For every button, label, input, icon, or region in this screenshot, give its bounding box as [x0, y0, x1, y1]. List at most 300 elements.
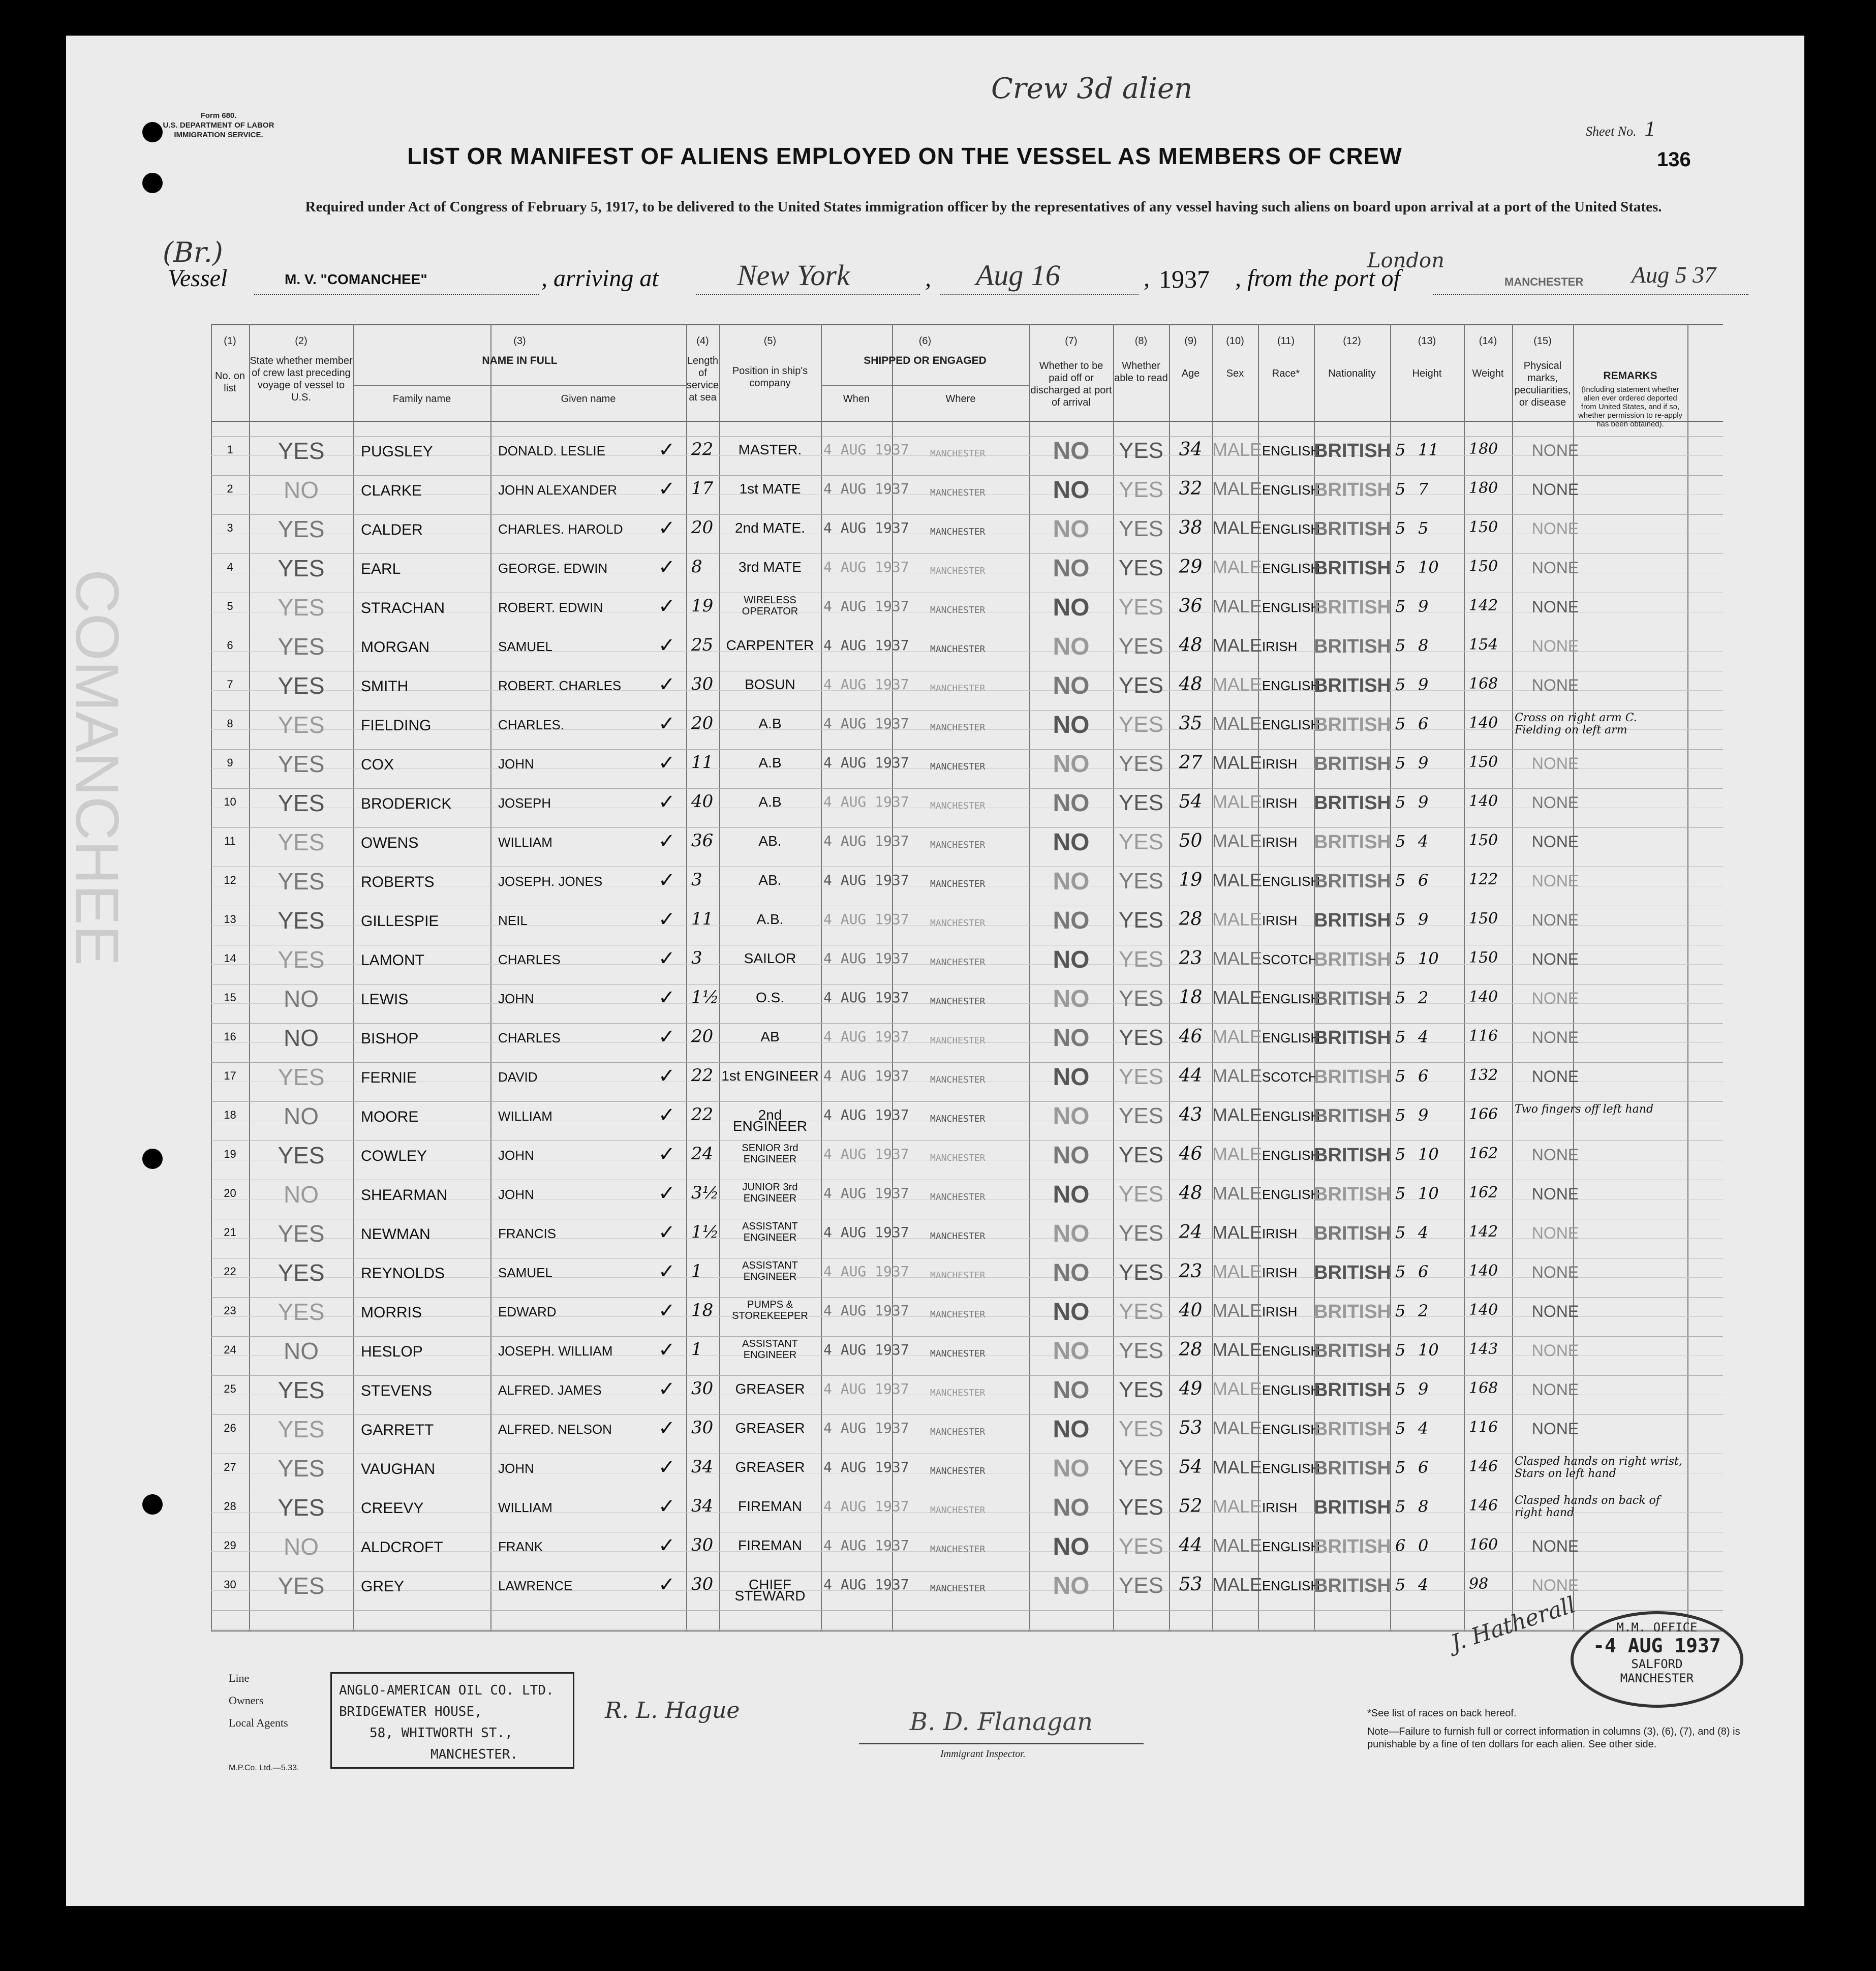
row-position: JUNIOR 3rd ENGINEER: [742, 1182, 798, 1204]
row-position: GREASER: [735, 1420, 805, 1436]
row-physical-marks: NONE: [1531, 754, 1579, 773]
row-physical-marks: NONE: [1531, 1537, 1579, 1555]
row-height-inches: 10: [1418, 1145, 1439, 1164]
row-paid-off: NO: [1053, 1142, 1090, 1169]
row-weight: 162: [1469, 1145, 1498, 1162]
row-position: A.B: [758, 755, 782, 771]
row-height-feet: 5: [1395, 1419, 1406, 1438]
row-paid-off: NO: [1053, 985, 1090, 1012]
column-number: (2): [295, 335, 307, 347]
row-previous-voyage: YES: [278, 1064, 325, 1090]
row-family-name: CLARKE: [361, 482, 422, 499]
row-family-name: ROBERTS: [361, 874, 435, 890]
row-service-length: 8: [691, 557, 702, 577]
column-header-c9: Age: [1181, 368, 1200, 379]
row-height-inches: 9: [1418, 910, 1429, 929]
row-sex: MALE: [1212, 830, 1263, 851]
row-physical-marks: NONE: [1531, 1224, 1579, 1242]
row-given-name: WILLIAM: [498, 835, 552, 850]
row-given-name: FRANK: [498, 1539, 543, 1554]
row-shipped-when: 4 AUG 1937: [823, 1537, 909, 1554]
row-position: CHIEF STEWARD: [734, 1577, 806, 1604]
row-shipped-where: MANCHESTER: [930, 1388, 986, 1398]
row-nationality: BRITISH: [1314, 1458, 1391, 1479]
row-given-name: CHARLES: [498, 1030, 561, 1045]
row-position: ASSISTANT ENGINEER: [742, 1260, 798, 1282]
row-weight: 142: [1469, 597, 1498, 614]
sheet-label: Sheet No.: [1586, 124, 1637, 139]
local-agents-label: Local Agents: [229, 1716, 288, 1729]
row-previous-voyage: YES: [278, 946, 325, 973]
row-check-mark: ✓: [658, 634, 675, 657]
row-shipped-where: MANCHESTER: [930, 1466, 986, 1476]
row-race: IRISH: [1262, 795, 1298, 811]
row-check-mark: ✓: [658, 595, 675, 618]
office-stamp: [1571, 1611, 1743, 1708]
row-shipped-where: MANCHESTER: [930, 996, 986, 1007]
row-check-mark: ✓: [658, 517, 675, 539]
row-nationality: BRITISH: [1314, 949, 1391, 970]
sheet-number: [1586, 117, 1655, 141]
row-weight: 150: [1469, 949, 1498, 967]
row-family-name: LAMONT: [361, 952, 425, 969]
row-position: A.B: [758, 716, 782, 731]
row-given-name: JOSEPH: [498, 795, 551, 811]
row-weight: 150: [1469, 753, 1498, 771]
row-sex: MALE: [1212, 1300, 1263, 1321]
row-age: 50: [1179, 830, 1203, 851]
row-previous-voyage: YES: [278, 1416, 325, 1442]
row-paid-off: NO: [1053, 1103, 1090, 1130]
row-race: ENGLISH: [1262, 1148, 1320, 1163]
row-weight: 140: [1469, 1301, 1498, 1319]
column-header-c3a: Family name: [392, 393, 451, 405]
row-previous-voyage: YES: [278, 1299, 325, 1325]
row-weight: 122: [1469, 871, 1498, 888]
row-number: 2: [227, 482, 233, 495]
row-race: ENGLISH: [1262, 1382, 1320, 1398]
column-number: (1): [224, 335, 236, 347]
row-able-to-read: YES: [1118, 516, 1164, 541]
row-shipped-when: 4 AUG 1937: [823, 1067, 909, 1084]
row-race: IRISH: [1262, 835, 1298, 850]
row-family-name: PUGSLEY: [361, 443, 433, 460]
row-age: 46: [1179, 1026, 1203, 1047]
row-sex: MALE: [1212, 1261, 1263, 1282]
row-position: WIRELESS OPERATOR: [742, 595, 798, 617]
row-weight: 98: [1469, 1575, 1489, 1593]
row-able-to-read: YES: [1118, 1573, 1164, 1598]
row-paid-off: NO: [1053, 790, 1090, 817]
row-family-name: BRODERICK: [361, 795, 452, 812]
row-race: IRISH: [1262, 1500, 1298, 1515]
row-service-length: 30: [691, 1378, 714, 1399]
row-height-feet: 5: [1395, 1340, 1406, 1360]
row-able-to-read: YES: [1118, 1416, 1164, 1441]
row-age: 54: [1179, 1457, 1203, 1477]
row-age: 46: [1179, 1144, 1203, 1164]
row-shipped-where: MANCHESTER: [930, 1544, 986, 1555]
row-number: 1: [227, 443, 233, 456]
row-physical-marks: Clasped hands on right wrist, Stars on left hand: [1515, 1455, 1682, 1480]
row-age: 49: [1179, 1378, 1203, 1399]
row-previous-voyage: YES: [278, 1377, 325, 1403]
row-given-name: JOSEPH. WILLIAM: [498, 1343, 613, 1359]
row-number: 18: [224, 1108, 236, 1121]
row-shipped-where: MANCHESTER: [930, 722, 986, 733]
row-check-mark: ✓: [658, 1221, 675, 1244]
row-race: ENGLISH: [1262, 443, 1320, 458]
row-shipped-where: MANCHESTER: [930, 918, 986, 929]
column-number: (5): [763, 335, 777, 347]
row-race: ENGLISH: [1262, 1539, 1320, 1554]
remarks-note: (Including statement whether alien ever ordered deported from United States, and if so, whether permission to re-apply has been obtained).: [1578, 385, 1683, 428]
agent-signature: R. L. Hague: [605, 1698, 740, 1723]
row-check-mark: ✓: [658, 752, 675, 774]
row-paid-off: NO: [1053, 1573, 1090, 1599]
row-position: ASSISTANT ENGINEER: [742, 1338, 798, 1361]
row-given-name: JOHN: [498, 1461, 534, 1476]
row-age: 48: [1179, 674, 1203, 695]
row-able-to-read: YES: [1118, 947, 1164, 972]
row-family-name: MORRIS: [361, 1304, 422, 1321]
row-number: 9: [227, 756, 233, 769]
form-service: IMMIGRATION SERVICE.: [174, 131, 263, 139]
row-able-to-read: YES: [1118, 986, 1164, 1011]
row-race: IRISH: [1262, 639, 1298, 654]
row-number: 3: [227, 521, 233, 534]
row-previous-voyage: YES: [278, 633, 325, 660]
column-number: (3): [513, 335, 526, 347]
row-nationality: BRITISH: [1314, 1497, 1391, 1518]
row-previous-voyage: NO: [284, 1338, 319, 1364]
row-check-mark: ✓: [658, 1260, 675, 1283]
row-sex: MALE: [1212, 1026, 1263, 1047]
row-physical-marks: NONE: [1531, 1067, 1579, 1086]
row-height-feet: 5: [1395, 1379, 1406, 1399]
row-given-name: JOHN ALEXANDER: [498, 482, 618, 498]
row-height-feet: 5: [1395, 831, 1406, 851]
row-height-inches: 0: [1418, 1536, 1429, 1555]
row-number: 23: [224, 1304, 236, 1317]
row-paid-off: NO: [1053, 516, 1090, 543]
row-service-length: 24: [691, 1144, 714, 1164]
row-height-feet: 5: [1395, 949, 1406, 968]
row-shipped-when: 4 AUG 1937: [823, 950, 909, 967]
row-height-feet: 5: [1395, 1575, 1406, 1594]
row-shipped-where: MANCHESTER: [930, 1231, 986, 1242]
stamp-line-3: SALFORD: [1631, 1657, 1683, 1671]
row-paid-off: NO: [1053, 868, 1090, 895]
row-height-feet: 5: [1395, 1105, 1406, 1125]
page-subtitle: Required under Act of Congress of February 5, 1917, to be delivered to the United States immigration officer by the representatives of any vessel having such aliens on board upon arrival at a port of the United States.: [305, 199, 1662, 215]
row-shipped-where: MANCHESTER: [930, 527, 986, 537]
row-shipped-when: 4 AUG 1937: [823, 1302, 909, 1319]
row-given-name: WILLIAM: [498, 1108, 552, 1124]
column-header-c6: SHIPPED OR ENGAGED: [864, 355, 987, 366]
row-able-to-read: YES: [1118, 829, 1164, 854]
row-race: ENGLISH: [1262, 1461, 1320, 1476]
row-position: A.B: [758, 794, 782, 810]
row-race: SCOTCH: [1262, 1069, 1318, 1085]
row-race: ENGLISH: [1262, 678, 1320, 693]
agent-stamp: [330, 1672, 574, 1769]
inspector-signature: B. D. Flanagan: [859, 1708, 1144, 1744]
row-service-length: 11: [691, 752, 714, 773]
row-shipped-when: 4 AUG 1937: [823, 793, 909, 810]
row-able-to-read: YES: [1118, 1299, 1164, 1324]
column-header-c3: NAME IN FULL: [482, 355, 558, 366]
row-shipped-when: 4 AUG 1937: [823, 1420, 909, 1436]
row-previous-voyage: YES: [278, 1573, 325, 1599]
row-family-name: NEWMAN: [361, 1226, 430, 1243]
row-able-to-read: YES: [1118, 1456, 1164, 1481]
agent-line-3: 58, WHITWORTH ST.,: [370, 1726, 513, 1741]
row-previous-voyage: YES: [278, 1455, 325, 1482]
row-check-mark: ✓: [658, 478, 675, 500]
row-race: ENGLISH: [1262, 1578, 1320, 1593]
row-age: 43: [1179, 1104, 1203, 1125]
row-paid-off: NO: [1053, 477, 1090, 504]
row-height-inches: 6: [1418, 1262, 1429, 1281]
row-given-name: FRANCIS: [498, 1226, 557, 1241]
row-weight: 116: [1469, 1027, 1498, 1045]
column-number: (7): [1065, 335, 1078, 347]
row-paid-off: NO: [1053, 633, 1090, 660]
row-race: ENGLISH: [1262, 717, 1320, 732]
row-check-mark: ✓: [658, 1026, 675, 1048]
row-previous-voyage: YES: [278, 1142, 325, 1168]
row-able-to-read: YES: [1118, 908, 1164, 933]
row-given-name: CHARLES: [498, 952, 561, 967]
row-position: O.S.: [755, 990, 784, 1005]
row-sex: MALE: [1212, 713, 1263, 734]
row-service-length: 25: [691, 635, 714, 655]
row-sex: MALE: [1212, 1574, 1263, 1595]
row-check-mark: ✓: [658, 908, 675, 931]
row-nationality: BRITISH: [1314, 910, 1391, 931]
row-shipped-where: MANCHESTER: [930, 487, 986, 498]
row-height-feet: 5: [1395, 1027, 1406, 1046]
row-shipped-when: 4 AUG 1937: [823, 872, 909, 888]
row-height-inches: 4: [1418, 831, 1429, 851]
row-number: 11: [224, 835, 236, 847]
row-physical-marks: NONE: [1531, 1146, 1579, 1164]
row-physical-marks: NONE: [1531, 1341, 1579, 1360]
row-race: ENGLISH: [1262, 991, 1320, 1006]
column-header-c15: Physical marks, peculiarities, or disease: [1514, 360, 1571, 408]
row-nationality: BRITISH: [1314, 1145, 1391, 1166]
row-service-length: 22: [691, 1065, 714, 1086]
row-given-name: WILLIAM: [498, 1500, 552, 1515]
row-check-mark: ✓: [658, 830, 675, 852]
row-position: 2nd MATE.: [735, 520, 805, 536]
row-position: SENIOR 3rd ENGINEER: [742, 1143, 798, 1165]
row-shipped-when: 4 AUG 1937: [823, 1106, 909, 1123]
row-nationality: BRITISH: [1314, 1379, 1391, 1401]
form-info: [152, 111, 285, 140]
row-given-name: CHARLES.: [498, 717, 565, 732]
row-sex: MALE: [1212, 1183, 1263, 1204]
row-able-to-read: YES: [1118, 1143, 1164, 1167]
row-weight: 140: [1469, 1262, 1498, 1280]
row-height-feet: 5: [1395, 792, 1406, 812]
row-sex: MALE: [1212, 1457, 1263, 1477]
row-paid-off: NO: [1053, 829, 1090, 856]
row-given-name: JOSEPH. JONES: [498, 874, 603, 889]
row-check-mark: ✓: [658, 1182, 675, 1205]
row-given-name: SAMUEL: [498, 639, 552, 654]
row-service-length: 30: [691, 1535, 714, 1555]
row-sex: MALE: [1212, 635, 1263, 656]
row-service-length: 18: [691, 1300, 714, 1320]
row-position: AB.: [758, 872, 782, 888]
row-service-length: 30: [691, 674, 714, 694]
column-header-remarks: REMARKS: [1603, 370, 1657, 382]
row-physical-marks: NONE: [1531, 676, 1579, 694]
row-weight: 168: [1469, 675, 1498, 693]
row-family-name: CREEVY: [361, 1500, 424, 1517]
row-position: A.B.: [756, 911, 784, 927]
row-able-to-read: YES: [1118, 1221, 1164, 1246]
row-shipped-when: 4 AUG 1937: [823, 519, 909, 536]
from-port-label: , from the port of: [1235, 265, 1400, 292]
row-height-feet: 5: [1395, 1262, 1406, 1281]
row-sex: MALE: [1212, 596, 1263, 617]
row-physical-marks: NONE: [1531, 872, 1579, 890]
row-check-mark: ✓: [658, 1495, 675, 1518]
column-number: (8): [1134, 335, 1148, 347]
row-age: 35: [1179, 713, 1203, 734]
row-family-name: CALDER: [361, 521, 423, 538]
row-number: 7: [227, 678, 233, 691]
row-height-inches: 5: [1418, 518, 1429, 538]
row-number: 6: [227, 639, 233, 652]
page-number: 136: [1657, 148, 1691, 171]
row-previous-voyage: NO: [284, 1103, 319, 1129]
row-given-name: JOHN: [498, 1148, 534, 1163]
row-sex: MALE: [1212, 557, 1263, 577]
row-paid-off: NO: [1053, 1455, 1090, 1482]
row-height-feet: 5: [1395, 1223, 1406, 1242]
row-previous-voyage: NO: [284, 1533, 319, 1560]
column-number: (12): [1343, 335, 1361, 347]
row-able-to-read: YES: [1118, 751, 1164, 776]
row-family-name: ALDCROFT: [361, 1539, 443, 1556]
row-able-to-read: YES: [1118, 634, 1164, 659]
row-able-to-read: YES: [1118, 556, 1164, 580]
row-family-name: STEVENS: [361, 1382, 433, 1399]
row-height-feet: 5: [1395, 1066, 1406, 1086]
row-check-mark: ✓: [658, 713, 675, 735]
row-shipped-when: 4 AUG 1937: [823, 1146, 909, 1162]
manifest-table: [211, 324, 1723, 1630]
row-paid-off: NO: [1053, 1064, 1090, 1091]
printer-mark: M.P.Co. Ltd.—5.33.: [229, 1764, 299, 1772]
row-sex: MALE: [1212, 478, 1263, 499]
row-race: SCOTCH: [1262, 952, 1318, 967]
row-position: 1st MATE: [739, 481, 801, 497]
row-given-name: DONALD. LESLIE: [498, 443, 605, 458]
row-able-to-read: YES: [1118, 1025, 1164, 1050]
row-nationality: BRITISH: [1314, 597, 1391, 618]
row-height-feet: 5: [1395, 440, 1406, 459]
row-paid-off: NO: [1053, 751, 1090, 778]
row-previous-voyage: NO: [284, 1025, 319, 1051]
row-paid-off: NO: [1053, 1220, 1090, 1247]
row-physical-marks: NONE: [1531, 637, 1579, 655]
row-height-inches: 10: [1418, 949, 1439, 968]
row-previous-voyage: YES: [278, 1220, 325, 1247]
row-shipped-when: 4 AUG 1937: [823, 715, 909, 732]
row-paid-off: NO: [1053, 946, 1090, 973]
row-age: 40: [1179, 1300, 1203, 1321]
row-sex: MALE: [1212, 517, 1263, 538]
row-physical-marks: NONE: [1531, 441, 1579, 459]
row-height-inches: 2: [1418, 1301, 1429, 1320]
column-header-c11: Race*: [1272, 368, 1300, 379]
row-nationality: BRITISH: [1314, 831, 1391, 853]
column-number: (13): [1418, 335, 1436, 347]
row-paid-off: NO: [1053, 1259, 1090, 1286]
row-age: 52: [1179, 1496, 1203, 1517]
row-number: 30: [224, 1578, 236, 1591]
row-given-name: LAWRENCE: [498, 1578, 573, 1593]
row-weight: 143: [1469, 1340, 1498, 1358]
column-number: (15): [1533, 335, 1552, 347]
row-physical-marks: NONE: [1531, 1185, 1579, 1203]
row-physical-marks: NONE: [1531, 1420, 1579, 1438]
row-height-feet: 5: [1395, 558, 1406, 577]
row-check-mark: ✓: [658, 1456, 675, 1479]
british-note: (Br.): [163, 236, 223, 268]
column-header-c12: Nationality: [1328, 368, 1376, 379]
row-shipped-when: 4 AUG 1937: [823, 833, 909, 849]
row-height-feet: 5: [1395, 636, 1406, 655]
row-age: 28: [1179, 909, 1203, 930]
row-service-length: 3: [691, 948, 702, 968]
row-family-name: STRACHAN: [361, 600, 445, 617]
row-position: GREASER: [735, 1381, 805, 1397]
row-height-feet: 5: [1395, 1301, 1406, 1320]
inspector-label: Immigrant Inspector.: [940, 1748, 1026, 1760]
row-nationality: BRITISH: [1314, 1536, 1391, 1557]
row-number: 12: [224, 874, 236, 886]
row-shipped-when: 4 AUG 1937: [823, 1185, 909, 1202]
row-family-name: VAUGHAN: [361, 1461, 436, 1477]
row-number: 17: [224, 1069, 236, 1082]
row-paid-off: NO: [1053, 1181, 1090, 1208]
row-previous-voyage: YES: [278, 868, 325, 895]
row-number: 13: [224, 913, 236, 926]
row-height-inches: 8: [1418, 1497, 1429, 1516]
column-header-c3b: Given name: [561, 393, 616, 405]
row-race: ENGLISH: [1262, 1187, 1320, 1202]
row-able-to-read: YES: [1118, 477, 1164, 502]
row-age: 44: [1179, 1065, 1203, 1086]
row-previous-voyage: YES: [278, 751, 325, 777]
row-family-name: FIELDING: [361, 717, 432, 734]
row-able-to-read: YES: [1118, 712, 1164, 737]
vessel-line: Vessel M. V. "COMANCHEE" , arriving at New York , Aug 16 , 1937 , from the port of MANCHESTER Aug 5 37: [66, 264, 1804, 305]
row-sex: MALE: [1212, 674, 1263, 695]
row-shipped-when: 4 AUG 1937: [823, 1341, 909, 1358]
row-sex: MALE: [1212, 948, 1263, 969]
row-weight: 154: [1469, 636, 1498, 654]
row-given-name: DAVID: [498, 1069, 538, 1085]
row-position: GREASER: [735, 1459, 805, 1475]
manifest-sheet: [63, 36, 1804, 1906]
